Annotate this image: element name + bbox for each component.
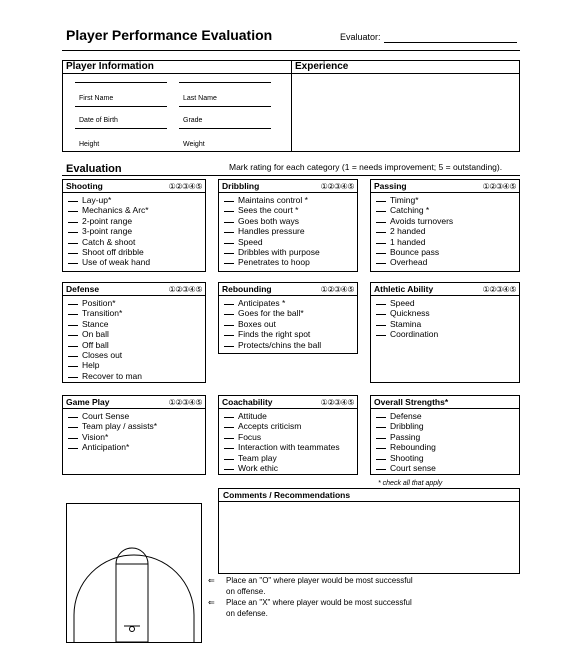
checklist-item[interactable] (224, 298, 357, 308)
half-court-diagram[interactable] (66, 503, 202, 643)
checklist-item[interactable] (376, 453, 519, 463)
checklist (371, 296, 519, 340)
checklist-item[interactable] (68, 195, 205, 205)
check-blank[interactable] (224, 222, 234, 223)
checklist-item-label: Finds the right spot (238, 329, 311, 340)
checklist-item-label: Quickness (390, 308, 430, 319)
checklist-item[interactable] (68, 432, 205, 442)
check-blank[interactable] (376, 427, 386, 428)
comments-box[interactable] (218, 488, 520, 574)
check-blank[interactable] (224, 314, 234, 315)
check-blank[interactable] (68, 438, 78, 439)
checklist-item-label: Speed (238, 236, 263, 247)
checklist-item[interactable] (376, 463, 519, 473)
checklist-item-label: Position* (82, 298, 116, 308)
checklist-item[interactable] (68, 442, 205, 452)
grade-label: Grade (183, 117, 203, 124)
check-blank[interactable] (224, 459, 234, 460)
checklist-item-label: Avoids turnovers (390, 215, 454, 226)
experience-box[interactable] (291, 60, 520, 152)
rating-circles[interactable]: ①②③④⑤ (320, 181, 354, 191)
checklist-item-label: Off ball (82, 339, 109, 350)
offense-note-line1: Place an "O" where player would be most successful (226, 576, 413, 585)
category-shooting (62, 179, 206, 272)
evaluation-instructions: Mark rating for each category (1 = needs improvement; 5 = outstanding). (229, 162, 503, 172)
checklist-item[interactable] (224, 442, 357, 452)
check-blank[interactable] (68, 243, 78, 244)
checklist-item-label: Passing (390, 431, 421, 442)
checklist-item[interactable] (376, 319, 519, 329)
checklist-item-label: Vision* (82, 431, 109, 442)
check-blank[interactable] (376, 253, 386, 254)
height-field[interactable] (75, 128, 167, 129)
checklist-item[interactable] (68, 308, 205, 318)
checklist-item-label: Rebounding (390, 442, 436, 453)
player-info-box (62, 60, 292, 152)
check-blank[interactable] (68, 427, 78, 428)
checklist-item[interactable] (376, 195, 519, 205)
check-blank[interactable] (224, 325, 234, 326)
checklist (371, 193, 519, 268)
checklist-item-label: Handles pressure (238, 226, 305, 237)
checklist-item[interactable] (376, 226, 519, 236)
check-blank[interactable] (376, 201, 386, 202)
dob-field[interactable] (75, 106, 167, 107)
checklist-item[interactable] (224, 257, 357, 267)
checklist-item[interactable] (376, 247, 519, 257)
check-blank[interactable] (68, 253, 78, 254)
checklist-item[interactable] (224, 411, 357, 421)
checklist-item-label: Penetrates to hoop (238, 257, 310, 268)
checklist-item[interactable] (224, 226, 357, 236)
checklist-item[interactable] (68, 350, 205, 360)
defense-note-line1: Place an "X" where player would be most successful (226, 598, 412, 607)
checklist-item[interactable] (68, 257, 205, 267)
rating-circles[interactable]: ①②③④⑤ (320, 284, 354, 294)
checklist-item-label: Boxes out (238, 318, 276, 329)
checklist-item-label: Anticipation* (82, 442, 130, 453)
checklist-item-label: Maintains control * (238, 195, 308, 205)
checklist-item-label: Overhead (390, 257, 428, 268)
checklist-item-label: Coordination (390, 329, 439, 340)
check-blank[interactable] (376, 417, 386, 418)
check-blank[interactable] (68, 232, 78, 233)
rating-circles[interactable]: ①②③④⑤ (168, 397, 202, 407)
check-blank[interactable] (376, 448, 386, 449)
weight-field[interactable] (179, 128, 271, 129)
checklist-item[interactable] (224, 463, 357, 473)
checklist-item-label: Speed (390, 298, 415, 308)
checklist-item-label: Dribbles with purpose (238, 247, 320, 258)
checklist-item[interactable] (224, 421, 357, 431)
checklist-item-label: Transition* (82, 308, 123, 319)
check-blank[interactable] (68, 417, 78, 418)
checklist-item-label: Accepts criticism (238, 421, 302, 432)
checklist-item[interactable] (224, 205, 357, 215)
category-title: Overall Strengths* (374, 397, 449, 407)
checklist-item[interactable] (224, 340, 357, 350)
check-blank[interactable] (376, 325, 386, 326)
checklist-item-label: Anticipates * (238, 298, 286, 308)
checklist-item-label: Goes for the ball* (238, 308, 304, 319)
rating-circles[interactable]: ①②③④⑤ (482, 284, 516, 294)
category-title: Shooting (66, 181, 103, 191)
checklist-item-label: Shooting (390, 452, 424, 463)
check-blank[interactable] (68, 377, 78, 378)
checklist-item-label: Focus (238, 431, 262, 442)
check-blank[interactable] (68, 356, 78, 357)
rating-circles[interactable]: ①②③④⑤ (320, 397, 354, 407)
checklist (63, 409, 205, 453)
checklist-item-label: Use of weak hand (82, 257, 151, 268)
checklist (219, 193, 357, 268)
category-rebounding (218, 282, 358, 354)
check-blank[interactable] (224, 417, 234, 418)
checklist-item-label: Dribbling (390, 421, 424, 432)
rating-circles[interactable]: ①②③④⑤ (168, 181, 202, 191)
check-blank[interactable] (224, 263, 234, 264)
check-blank[interactable] (68, 335, 78, 336)
checklist-item[interactable] (376, 421, 519, 431)
checklist-item[interactable] (224, 329, 357, 339)
category-title: Game Play (66, 397, 110, 407)
checklist-item[interactable] (68, 340, 205, 350)
checklist-item-label: Goes both ways (238, 215, 299, 226)
checklist-item[interactable] (376, 411, 519, 421)
checklist-item-label: Interaction with teammates (238, 442, 340, 453)
page-title: Player Performance Evaluation (66, 27, 273, 43)
checklist-item-label: Protects/chins the ball (238, 339, 322, 350)
check-blank[interactable] (224, 232, 234, 233)
check-all-note: * check all that apply (378, 480, 443, 487)
check-blank[interactable] (68, 222, 78, 223)
rating-circles[interactable]: ①②③④⑤ (168, 284, 202, 294)
checklist-item[interactable] (68, 360, 205, 370)
check-blank[interactable] (224, 211, 234, 212)
check-blank[interactable] (224, 448, 234, 449)
evaluation-divider (62, 175, 520, 176)
category-athletic-ability (370, 282, 520, 383)
check-blank[interactable] (68, 263, 78, 264)
checklist-item[interactable] (376, 257, 519, 267)
checklist-item[interactable] (376, 308, 519, 318)
check-blank[interactable] (224, 427, 234, 428)
checklist-item-label: On ball (82, 329, 109, 340)
checklist-item-label: Catching * (390, 205, 430, 216)
checklist (63, 193, 205, 268)
check-blank[interactable] (68, 448, 78, 449)
evaluation-title: Evaluation (66, 163, 122, 175)
checklist-item-label: Timing* (390, 195, 419, 205)
checklist-item-label: Closes out (82, 350, 123, 361)
experience-title: Experience (295, 61, 349, 72)
checklist-item-label: Recover to man (82, 370, 142, 381)
checklist-item[interactable] (68, 247, 205, 257)
checklist (219, 409, 357, 473)
check-blank[interactable] (68, 366, 78, 367)
checklist-item[interactable] (68, 319, 205, 329)
grade-field[interactable] (179, 106, 271, 107)
last-name-field[interactable] (179, 82, 271, 83)
check-blank[interactable] (68, 201, 78, 202)
checklist-item[interactable] (376, 432, 519, 442)
check-blank[interactable] (376, 438, 386, 439)
category-title: Rebounding (222, 284, 272, 294)
evaluator-field[interactable] (384, 42, 517, 43)
category-coachability (218, 395, 358, 475)
check-blank[interactable] (376, 263, 386, 264)
checklist-item-label: Defense (390, 411, 422, 421)
checklist-item[interactable] (68, 329, 205, 339)
checklist-item[interactable] (224, 308, 357, 318)
category-title: Coachability (222, 397, 273, 407)
category-defense (62, 282, 206, 383)
check-blank[interactable] (224, 335, 234, 336)
check-blank[interactable] (224, 438, 234, 439)
checklist-item-label: Court Sense (82, 411, 130, 421)
checklist-item-label: Bounce pass (390, 247, 440, 258)
checklist-item[interactable] (68, 216, 205, 226)
rating-circles[interactable]: ①②③④⑤ (482, 181, 516, 191)
checklist-item[interactable] (68, 226, 205, 236)
check-blank[interactable] (224, 469, 234, 470)
checklist-item-label: 1 handed (390, 236, 426, 247)
first-name-field[interactable] (75, 82, 167, 83)
check-blank[interactable] (68, 304, 78, 305)
checklist-item-label: Stamina (390, 318, 422, 329)
check-blank[interactable] (224, 253, 234, 254)
player-info-title: Player Information (66, 61, 154, 72)
check-blank[interactable] (224, 243, 234, 244)
check-blank[interactable] (376, 459, 386, 460)
checklist-item[interactable] (68, 298, 205, 308)
dob-label: Date of Birth (79, 117, 118, 124)
checklist-item-label: Shoot off dribble (82, 247, 144, 258)
checklist-item[interactable] (68, 371, 205, 381)
category-passing (370, 179, 520, 272)
defense-note-line2: on defense. (226, 609, 268, 618)
category-title: Athletic Ability (374, 284, 434, 294)
checklist-item-label: Help (82, 360, 100, 371)
check-blank[interactable] (376, 335, 386, 336)
checklist (371, 409, 519, 473)
checklist-item[interactable] (224, 247, 357, 257)
checklist-item-label: Attitude (238, 411, 267, 421)
check-blank[interactable] (376, 222, 386, 223)
checklist-item-label: Work ethic (238, 463, 278, 474)
checklist-item-label: 3-point range (82, 226, 133, 237)
category-title: Passing (374, 181, 407, 191)
checklist-item[interactable] (224, 237, 357, 247)
checklist-item-label: Stance (82, 318, 109, 329)
check-blank[interactable] (376, 232, 386, 233)
weight-label: Weight (183, 141, 205, 148)
category-dribbling (218, 179, 358, 272)
category-game-play (62, 395, 206, 475)
checklist-item[interactable] (224, 195, 357, 205)
check-blank[interactable] (376, 211, 386, 212)
category-title: Dribbling (222, 181, 260, 191)
checklist-item[interactable] (376, 237, 519, 247)
checklist-item-label: Court sense (390, 463, 436, 474)
checklist-item-label: Team play / assists* (82, 421, 158, 432)
check-blank[interactable] (376, 469, 386, 470)
offense-note-line2: on offense. (226, 587, 266, 596)
checklist (219, 296, 357, 350)
check-blank[interactable] (224, 304, 234, 305)
evaluator-label: Evaluator: (340, 32, 381, 42)
checklist-item[interactable] (376, 216, 519, 226)
comments-title: Comments / Recommendations (223, 490, 351, 500)
checklist-item[interactable] (224, 216, 357, 226)
checklist-item[interactable] (376, 298, 519, 308)
checklist-item-label: Mechanics & Arc* (82, 205, 149, 216)
category-overall-strengths (370, 395, 520, 475)
category-title: Defense (66, 284, 100, 294)
checklist-item[interactable] (376, 329, 519, 339)
checklist-item-label: 2 handed (390, 226, 426, 237)
checklist-item[interactable] (68, 205, 205, 215)
first-name-label: First Name (79, 95, 114, 102)
check-blank[interactable] (68, 346, 78, 347)
checklist-item-label: Sees the court * (238, 205, 299, 216)
arrow-icon: ⇐ (208, 576, 215, 585)
checklist-item[interactable] (224, 319, 357, 329)
checklist-item[interactable] (376, 205, 519, 215)
checklist-item-label: Lay-up* (82, 195, 112, 205)
header-divider (62, 50, 520, 51)
checklist-item[interactable] (68, 421, 205, 431)
last-name-label: Last Name (183, 95, 217, 102)
checklist-item[interactable] (68, 237, 205, 247)
check-blank[interactable] (68, 314, 78, 315)
check-blank[interactable] (68, 211, 78, 212)
height-label: Height (79, 141, 100, 148)
checklist-item-label: Catch & shoot (82, 236, 136, 247)
check-blank[interactable] (224, 346, 234, 347)
checklist-item[interactable] (224, 432, 357, 442)
checklist-item[interactable] (376, 442, 519, 452)
checklist-item[interactable] (68, 411, 205, 421)
checklist-item-label: 2-point range (82, 215, 133, 226)
check-blank[interactable] (376, 304, 386, 305)
checklist-item[interactable] (224, 453, 357, 463)
checklist (63, 296, 205, 381)
check-blank[interactable] (376, 314, 386, 315)
arrow-icon: ⇐ (208, 598, 215, 607)
checklist-item-label: Team play (238, 452, 277, 463)
check-blank[interactable] (376, 243, 386, 244)
check-blank[interactable] (224, 201, 234, 202)
check-blank[interactable] (68, 325, 78, 326)
